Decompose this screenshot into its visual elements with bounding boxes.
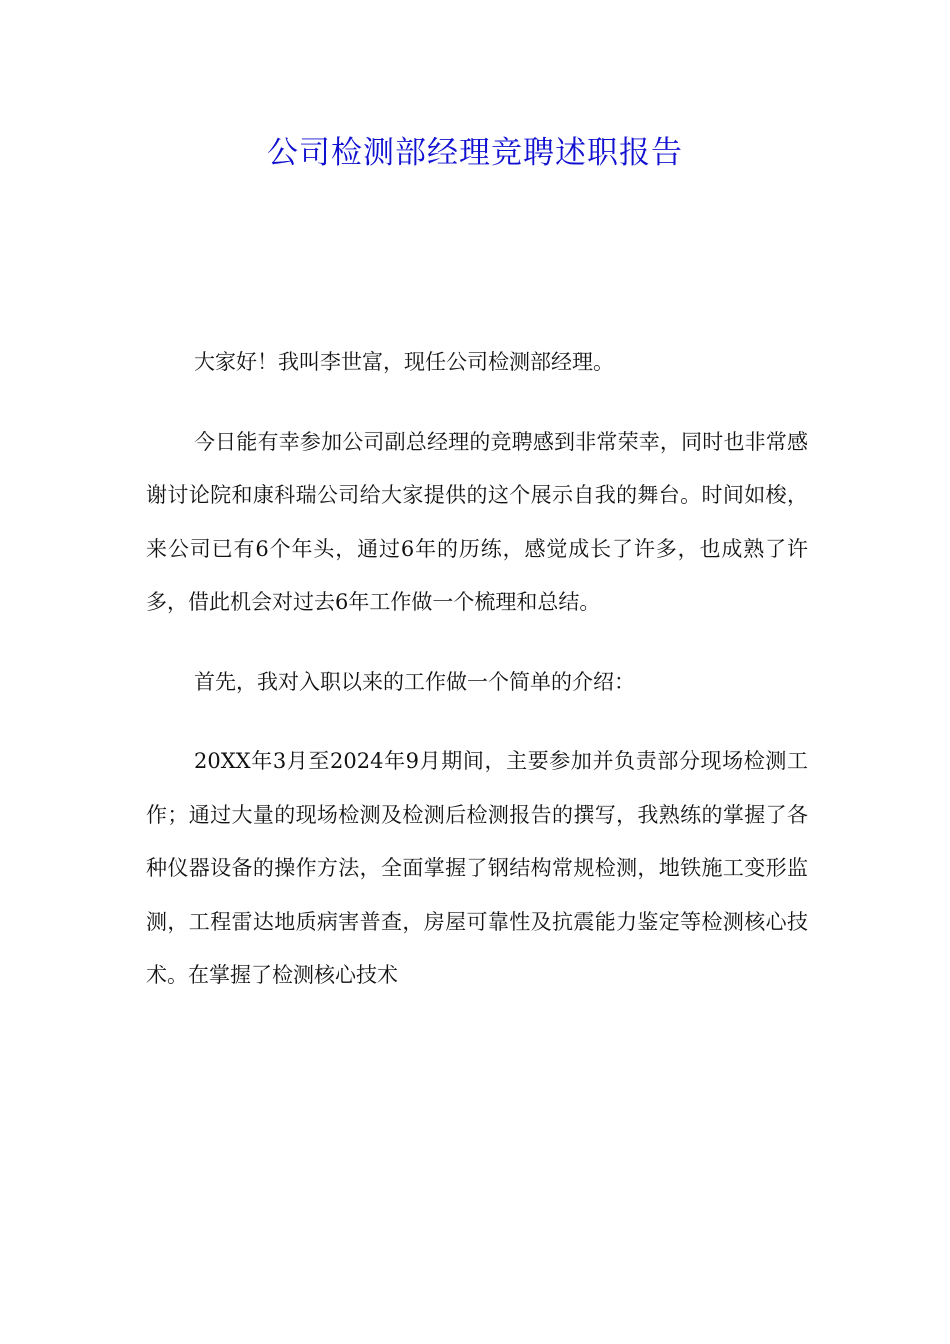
document-title: 公司检测部经理竞聘述职报告 <box>267 135 683 171</box>
paragraph-intro: 首先，我对入职以来的工作做一个简单的介绍： <box>194 669 635 694</box>
document-body <box>146 336 808 1029</box>
paragraph-work-history: 20XX年3月至2024年9月期间，主要参加并负责部分现场检测工作；通过大量的现场检测及检测后检测报告的撰写，我熟练的掌握了各种仪器设备的操作方法，全面掌握了钢结构常规检测，地铁施工变形监测，工程雷达地质病害普查，房屋可靠性及抗震能力鉴定等检测核心技术。在掌握了检测核心技术 <box>146 749 808 987</box>
paragraph-greeting: 大家好！我叫李世富，现任公司检测部经理。 <box>194 350 614 374</box>
paragraph-thanks: 今日能有幸参加公司副总经理的竞聘感到非常荣幸，同时也非常感谢讨论院和康科瑞公司给大家提供的这个展示自我的舞台。时间如梭，来公司已有6个年头，通过6年的历练，感觉成长了许多，也成熟了许多，借此机会对过去6年工作做一个梳理和总结。 <box>146 429 808 614</box>
